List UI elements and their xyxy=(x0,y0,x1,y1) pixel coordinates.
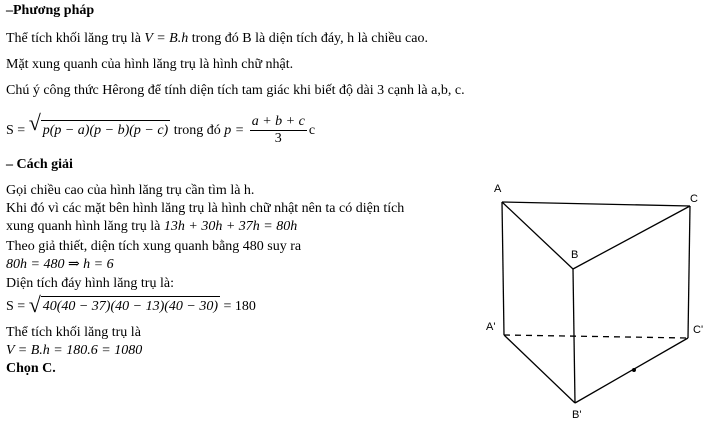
solution-line-4: Theo giả thiết, diện tích xung quanh bằng 480 suy ra xyxy=(6,239,302,254)
heron-radicand: p(p − a)(p − b)(p − c) xyxy=(41,120,171,140)
heron-p-lhs: p = xyxy=(224,123,248,138)
base-area-line xyxy=(6,292,256,318)
heron-lhs: S = xyxy=(6,123,29,138)
heading-dash: – xyxy=(6,157,17,172)
base-area-sqrt: √ 40(40 − 37)(40 − 13)(40 − 30) xyxy=(28,292,219,317)
volume-formula-line xyxy=(6,30,428,48)
base-area-rhs: = 180 xyxy=(220,299,256,314)
solution-heading-text: Cách giải xyxy=(16,157,73,172)
label-A-prime: A' xyxy=(486,321,496,333)
label-A: A xyxy=(494,183,502,195)
base-area-radicand: 40(40 − 37)(40 − 13)(40 − 30) xyxy=(41,296,220,316)
edge-A1B1 xyxy=(504,335,575,403)
heron-mid-text: trong đó xyxy=(170,123,225,138)
heron-formula-line xyxy=(6,110,316,148)
heron-tail: c xyxy=(308,123,316,138)
heron-note-line: Chú ý công thức Hêrong để tính diện tích tam giác khi biết độ dài 3 cạnh là a,b, c. xyxy=(6,83,465,98)
height-equation: 80h = 480 ⇒ h = 6 xyxy=(6,257,114,272)
edge-AC xyxy=(502,202,690,206)
heron-denominator: 3 xyxy=(274,131,282,147)
solution-heading xyxy=(6,156,73,174)
edge-A1C1-hidden xyxy=(504,335,688,338)
edge-AB xyxy=(502,202,573,269)
solution-line-1: Gọi chiều cao của hình lăng trụ cần tìm là h. xyxy=(6,183,255,198)
solution-line-2: Khi đó vì các mặt bên hình lăng trụ là hình chữ nhật nên ta có diện tích xyxy=(6,201,405,216)
prism-diagram xyxy=(478,178,718,422)
heron-fraction xyxy=(250,114,307,147)
label-C-prime: C' xyxy=(693,324,704,336)
heron-sqrt: √ p(p − a)(p − b)(p − c) xyxy=(28,110,169,138)
midpoint-dot xyxy=(632,368,636,372)
heading-dash: – xyxy=(6,3,13,18)
edge-B1C1 xyxy=(575,338,688,403)
answer-choice: Chọn C. xyxy=(6,361,56,376)
solution-line-6: Diện tích đáy hình lăng trụ là: xyxy=(6,276,174,291)
volume-formula: V = B.h xyxy=(144,31,189,46)
edge-CC1 xyxy=(688,206,690,338)
edge-AA1 xyxy=(502,202,504,335)
edge-BC xyxy=(573,206,690,269)
method-heading-text: Phương pháp xyxy=(13,3,95,18)
volume-text-tail: trong đó B là diện tích đáy, h là chiều cao. xyxy=(188,31,428,46)
solution-line-3 xyxy=(6,218,297,236)
method-heading xyxy=(6,2,94,20)
base-area-lhs: S = xyxy=(6,299,29,314)
label-B-prime: B' xyxy=(572,409,582,421)
solution-line-8: Thể tích khối lăng trụ là xyxy=(6,325,141,340)
volume-text: Thể tích khối lăng trụ là xyxy=(6,31,145,46)
label-C: C xyxy=(690,193,698,205)
lateral-area-text: xung quanh hình lăng trụ là xyxy=(6,219,164,234)
heron-numerator: a + b + c xyxy=(251,114,305,130)
lateral-area-formula: 13h + 30h + 37h = 80h xyxy=(163,219,298,234)
lateral-face-line: Mặt xung quanh của hình lăng trụ là hình chữ nhật. xyxy=(6,57,294,72)
volume-result: V = B.h = 180.6 = 1080 xyxy=(6,343,143,358)
label-B: B xyxy=(571,249,579,261)
